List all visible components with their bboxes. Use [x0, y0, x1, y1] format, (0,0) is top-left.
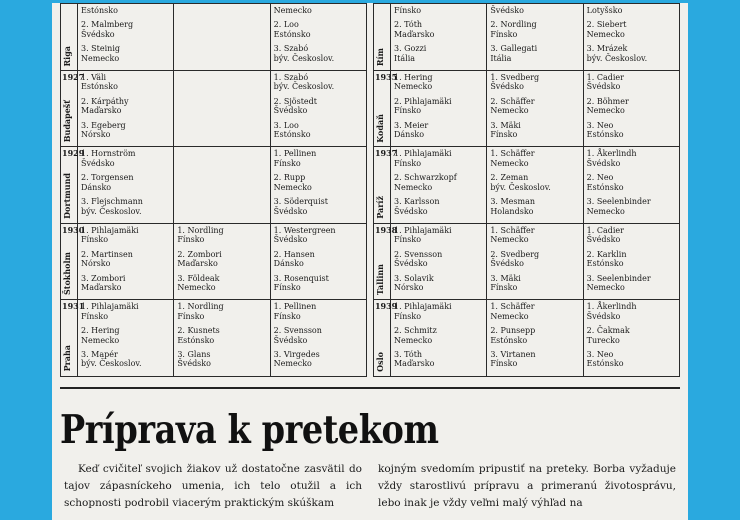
article-column-right: kojným svedomím pripustiť na preteky. Borba vyžaduje vždy starostlivú prípravu a primeranú životosprávu, lebo inak je vždy veľmi malý výhľad na: [378, 463, 676, 509]
championship-city: Štokholm: [62, 252, 72, 296]
weight-class-cell: [78, 71, 174, 147]
placing-entry: 1. Cadier Švédsko: [586, 73, 624, 92]
weight-class-cell: [174, 223, 270, 299]
weight-class-cell: [390, 71, 486, 147]
weight-class-cell: [390, 147, 486, 223]
placing-entry: 2. Martinsen Nórsko: [81, 249, 133, 269]
placing-entry: 2. Hansen Dánsko: [273, 249, 315, 269]
placing-entry: 3. Karlsson Švédsko: [393, 197, 440, 216]
placing-entry: 2. Punsepp Estónsko: [490, 326, 536, 345]
weight-class-cell: [583, 300, 679, 376]
placing-entry: 1. Pellinen Fínsko: [273, 149, 317, 168]
weight-class-cell: [270, 147, 366, 223]
placing-entry: 3. Neo Estónsko: [586, 120, 624, 140]
placing-entry: 2. Čakmak Turecko: [586, 326, 630, 345]
weight-class-cell: [174, 300, 270, 376]
weight-class-cell: [390, 223, 486, 299]
placing-entry: 2. Svensson Švédsko: [393, 249, 443, 269]
placing-entry: 3. Mäki Fínsko: [490, 273, 521, 292]
placing-entry: 1. Pihlajamäki Fínsko: [81, 225, 139, 245]
championship-city: Tallinn: [374, 264, 385, 296]
column-gap: [366, 147, 373, 223]
championship-year: 1930: [62, 224, 85, 235]
table-row: [61, 4, 680, 71]
placing-entry: 3. Egeberg Nórsko: [81, 120, 126, 140]
column-gap: [366, 4, 373, 71]
placing-entry: Fínsko: [393, 6, 422, 15]
placing-entry: 1. Pihlajamäki Fínsko: [81, 302, 139, 321]
weight-class-cell: [487, 4, 583, 71]
placing-entry: 3. Mapér býv. Českoslov.: [81, 349, 142, 369]
placing-entry: 3. Seelenbinder Nemecko: [586, 273, 651, 292]
year-city-cell: [373, 300, 398, 376]
placing-entry: 3. Neo Estónsko: [586, 349, 624, 369]
table-row: [61, 223, 680, 299]
table-row: [61, 147, 680, 223]
placing-entry: 3. Loo Estónsko: [273, 120, 311, 140]
placing-entry: 2. Loo Estónsko: [273, 20, 311, 39]
section-divider: [60, 387, 680, 389]
placing-entry: 3. Tóth Maďarsko: [393, 349, 435, 369]
championship-year: 1939: [374, 301, 398, 312]
placing-entry: 2. Kusnets Estónsko: [177, 326, 220, 345]
placing-entry: 1. Nordling Fínsko: [177, 302, 224, 321]
placing-entry: 3. Mrázek býv. Českoslov.: [586, 44, 648, 63]
document-page: [52, 3, 688, 520]
weight-class-cell: [583, 4, 679, 71]
placing-entry: 1. Schäffer Nemecko: [490, 225, 535, 245]
championship-city: Oslo: [374, 351, 385, 372]
placing-entry: 2. Neo Estónsko: [586, 173, 624, 192]
placing-entry: 3. Gallegati Itália: [490, 44, 538, 63]
placing-entry: 3. Gozzi Itália: [393, 44, 427, 63]
weight-class-cell: [78, 300, 174, 376]
placing-entry: 2. Hering Nemecko: [81, 326, 120, 345]
weight-class-cell: [487, 300, 583, 376]
placing-entry: 3. Seelenbinder Nemecko: [586, 197, 651, 216]
placing-entry: 3. Meier Dánsko: [393, 120, 429, 140]
column-gap: [366, 300, 373, 376]
championship-year: 1929: [62, 148, 85, 159]
placing-entry: 2. Svensson Švédsko: [273, 326, 322, 345]
championship-city: Paríž: [374, 196, 385, 219]
placing-entry: 3. Solavik Nórsko: [393, 273, 434, 292]
placing-entry: Lotyšsko: [586, 6, 623, 15]
year-city-cell: [373, 4, 390, 71]
article-column-left: Keď cvičiteľ svojich žiakov už dostatočne zasvätil do tajov zápasníckeho umenia, ich telo otužil a ich schopnosti podrobil viacerým praktickým skúškam: [64, 463, 362, 509]
weight-class-cell: [487, 71, 583, 147]
year-city-cell: [61, 300, 85, 376]
placing-entry: 1. Pihlajamäki Fínsko: [393, 149, 452, 168]
championship-city: Riga: [62, 45, 72, 67]
weight-class-cell: [487, 147, 583, 223]
placing-entry: 3. Söderquist Švédsko: [273, 197, 328, 216]
placing-entry: 3. Virtanen Fínsko: [490, 349, 536, 369]
placing-entry: 2. Siebert Nemecko: [586, 20, 627, 39]
placing-entry: 3. Földeak Nemecko: [177, 273, 220, 292]
weight-class-cell: [270, 223, 366, 299]
weight-class-cell: [78, 4, 174, 71]
placing-entry: 2. Svedberg Švédsko: [490, 249, 540, 269]
placing-entry: 2. Böhmer Nemecko: [586, 96, 629, 116]
placing-entry: 1. Svedberg Švédsko: [490, 73, 540, 92]
weight-class-cell: [390, 300, 486, 376]
placing-entry: 1. Schäffer Nemecko: [490, 302, 535, 321]
placing-entry: 2. Schmitz Nemecko: [393, 326, 437, 345]
championship-city: Budapešť: [62, 100, 72, 143]
placing-entry: 2. Tóth Maďarsko: [393, 20, 435, 39]
placing-entry: 3. Szabó býv. Českoslov.: [273, 44, 335, 63]
placing-entry: 2. Zeman býv. Českoslov.: [490, 173, 551, 192]
placing-entry: 1. Pihlajamäki Fínsko: [393, 302, 452, 321]
placing-entry: 2. Zombori Maďarsko: [177, 249, 222, 269]
weight-class-cell: [78, 147, 174, 223]
placing-entry: 1. Åkerlindh Švédsko: [586, 302, 637, 321]
placing-entry: 2. Schäffer Nemecko: [490, 96, 535, 116]
placing-entry: 1. Schäffer Nemecko: [490, 149, 535, 168]
weight-class-cell: [583, 223, 679, 299]
placing-entry: 2. Nordling Fínsko: [490, 20, 537, 39]
results-table: [60, 3, 680, 377]
championship-year: 1938: [374, 224, 398, 235]
placing-entry: 2. Schwarzkopf Nemecko: [393, 173, 457, 192]
placing-entry: 3. Flejschmann býv. Českoslov.: [81, 197, 143, 216]
year-city-cell: [61, 147, 85, 223]
championship-year: 1927: [62, 72, 85, 83]
placing-entry: 1. Väli Estónsko: [81, 73, 118, 92]
placing-entry: Nemecko: [273, 6, 312, 15]
weight-class-cell: [390, 4, 486, 71]
placing-entry: Švédsko: [490, 6, 524, 15]
championship-city: Dortmund: [62, 173, 72, 219]
placing-entry: 1. Cadier Švédsko: [586, 225, 624, 245]
placing-entry: 2. Torgensen Dánsko: [81, 173, 134, 192]
placing-entry: 1. Hornström Švédsko: [81, 149, 136, 168]
weight-class-cell: [270, 71, 366, 147]
weight-class-cell: [174, 147, 270, 223]
table-row: [61, 300, 680, 376]
placing-entry: 3. Mesman Holandsko: [490, 197, 536, 216]
championship-city: Praha: [62, 345, 72, 372]
championship-city: Kodaň: [374, 113, 385, 143]
placing-entry: 3. Glans Švédsko: [177, 349, 211, 369]
placing-entry: 1. Pellinen Fínsko: [273, 302, 317, 321]
championship-year: 1937: [374, 148, 398, 159]
placing-entry: 2. Rupp Nemecko: [273, 173, 312, 192]
placing-entry: 1. Nordling Fínsko: [177, 225, 224, 245]
year-city-cell: [373, 71, 398, 147]
article-headline: Príprava k pretekom: [60, 407, 439, 453]
weight-class-cell: [583, 71, 679, 147]
placing-entry: 2. Karklin Estónsko: [586, 249, 627, 269]
placing-entry: 3. Mäki Fínsko: [490, 120, 521, 140]
column-gap: [366, 223, 373, 299]
placing-entry: 1. Szabó býv. Českoslov.: [273, 73, 335, 92]
placing-entry: 2. Sjöstedt Švédsko: [273, 96, 317, 116]
placing-entry: 3. Zombori Maďarsko: [81, 273, 126, 292]
placing-entry: 2. Malmberg Švédsko: [81, 20, 134, 39]
weight-class-cell: [270, 300, 366, 376]
year-city-cell: [373, 147, 398, 223]
placing-entry: 1. Pihlajamäki Fínsko: [393, 225, 452, 245]
placing-entry: 2. Pihlajamäki Fínsko: [393, 96, 452, 116]
placing-entry: 1. Åkerlindh Švédsko: [586, 149, 637, 168]
weight-class-cell: [78, 223, 174, 299]
placing-entry: 3. Virgedes Nemecko: [273, 349, 320, 369]
placing-entry: Estónsko: [81, 6, 118, 15]
weight-class-cell: [174, 4, 270, 71]
column-gap: [366, 71, 373, 147]
championship-year: 1935: [374, 72, 398, 83]
weight-class-cell: [270, 4, 366, 71]
placing-entry: 3. Rosenquist Fínsko: [273, 273, 329, 292]
year-city-cell: [61, 4, 78, 71]
placing-entry: 3. Steinig Nemecko: [81, 44, 120, 63]
weight-class-cell: [487, 223, 583, 299]
year-city-cell: [61, 223, 85, 299]
placing-entry: 1. Hering Nemecko: [393, 73, 433, 92]
placing-entry: 1. Westergreen Švédsko: [273, 225, 336, 245]
championship-year: 1931: [62, 301, 85, 312]
weight-class-cell: [174, 71, 270, 147]
table-row: [61, 71, 680, 147]
weight-class-cell: [583, 147, 679, 223]
year-city-cell: [61, 71, 85, 147]
placing-entry: 2. Kárpáthy Maďarsko: [81, 96, 129, 116]
year-city-cell: [373, 223, 398, 299]
championship-city: Rím: [374, 47, 385, 67]
